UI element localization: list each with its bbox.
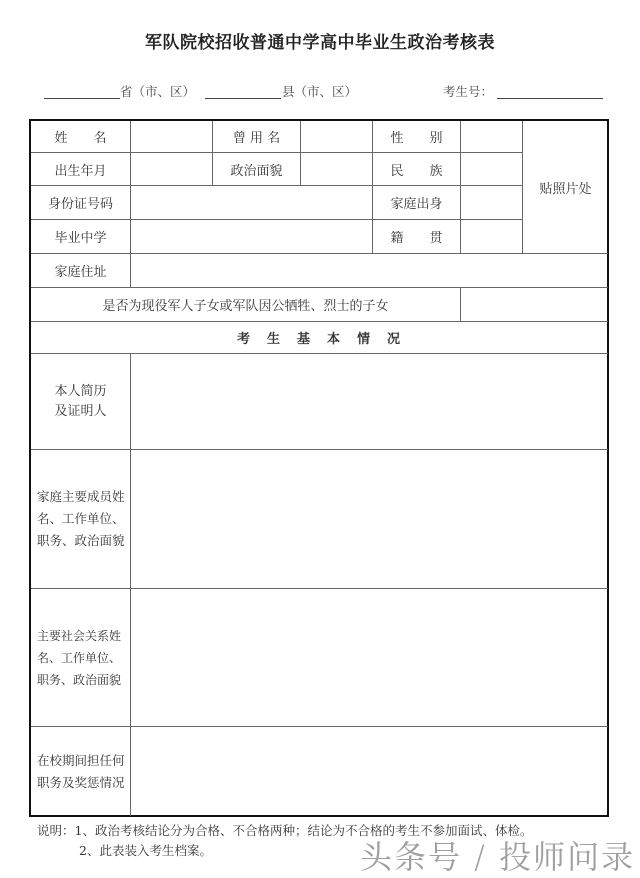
gender-input[interactable] [461, 121, 522, 152]
note-line-1: 说明：1、政治考核结论分为合格、不合格两种；结论为不合格的考生不参加面试、体检。 [37, 823, 533, 838]
address-input[interactable] [131, 254, 608, 287]
political-status-label: 政治面貌 [230, 163, 283, 179]
resume-label-line1: 本人简历 [54, 383, 107, 399]
graduate-school-input[interactable] [131, 220, 372, 253]
social-relations-input[interactable] [131, 589, 608, 726]
name-input[interactable] [131, 121, 212, 152]
section-title: 考 生 基 本 情 况 [236, 332, 402, 347]
watermark: 头条号 / 投师问录 [360, 838, 636, 876]
gender-label: 性 别 [390, 131, 443, 146]
social-relations-label: 主要社会关系姓名、工作单位、职务、政治面貌 [37, 628, 122, 687]
political-status-input[interactable] [301, 153, 372, 185]
resume-input[interactable] [131, 354, 608, 449]
school-duties-input[interactable] [131, 727, 608, 816]
note-line-2: 2、此表装入考生档案。 [79, 843, 212, 858]
family-origin-input[interactable] [461, 186, 522, 219]
former-name-label: 曾 用 名 [232, 131, 281, 146]
graduate-school-label: 毕业中学 [54, 231, 107, 246]
school-duties-label: 在校期间担任何职务及奖惩情况 [37, 752, 125, 790]
exam-number-label: 考生号： [443, 84, 494, 99]
native-place-input[interactable] [461, 220, 522, 253]
birth-input[interactable] [131, 153, 212, 185]
name-label: 姓 名 [54, 131, 107, 146]
county-blank[interactable] [205, 98, 281, 99]
photo-placeholder[interactable]: 贴照片处 [539, 181, 592, 197]
family-origin-label: 家庭出身 [390, 197, 443, 212]
resume-label [31, 354, 130, 449]
military-child-input[interactable] [461, 288, 608, 321]
address-label: 家庭住址 [54, 265, 107, 280]
id-number-label: 身份证号码 [47, 197, 113, 212]
ethnicity-label: 民 族 [390, 163, 443, 179]
province-blank[interactable] [44, 98, 120, 99]
military-child-label: 是否为现役军人子女或军队因公牺牲、烈士的子女 [102, 299, 389, 314]
native-place-label: 籍 贯 [390, 231, 443, 246]
id-number-input[interactable] [131, 186, 372, 219]
family-members-label: 家庭主要成员姓名、工作单位、职务、政治面貌 [37, 489, 125, 548]
birth-label: 出生年月 [54, 163, 107, 179]
exam-number-blank[interactable] [497, 98, 603, 99]
resume-label-line2: 及证明人 [54, 403, 107, 419]
province-label: 省（市、区） [120, 84, 196, 99]
ethnicity-input[interactable] [461, 153, 522, 185]
former-name-input[interactable] [301, 121, 372, 152]
form-title: 军队院校招收普通中学高中毕业生政治考核表 [145, 33, 495, 53]
header-line [0, 82, 640, 102]
family-members-input[interactable] [131, 450, 608, 588]
county-label: 县（市、区） [282, 84, 358, 99]
